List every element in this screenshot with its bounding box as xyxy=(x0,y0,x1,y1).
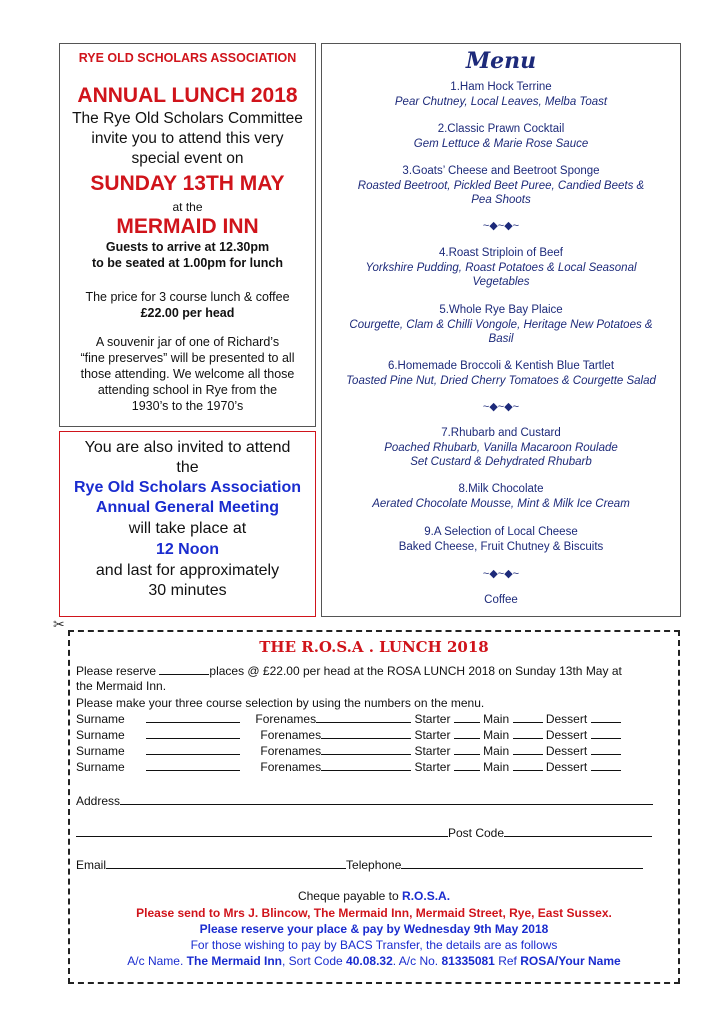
menu-box xyxy=(321,43,681,617)
starter-field[interactable] xyxy=(454,759,480,771)
cheque-line: Cheque payable to R.O.S.A. xyxy=(297,889,451,903)
pay-by: Please reserve your place & pay by Wednesday 9th May 2018 xyxy=(199,922,549,936)
bacs-info: For those wishing to pay by BACS Transfer, the details are as follows xyxy=(190,938,558,952)
postcode-field[interactable] xyxy=(504,825,652,837)
surname-field[interactable] xyxy=(146,743,240,755)
agm-line: will take place at xyxy=(128,520,247,537)
menu-title: Menu xyxy=(465,48,537,74)
dessert-field[interactable] xyxy=(591,759,621,771)
menu-item: 8.Milk Chocolate Aerated Chocolate Mousse, Mint & Milk Ice Cream xyxy=(372,483,630,510)
agm-time: 12 Noon xyxy=(155,541,220,558)
menu-item: 6.Homemade Broccoli & Kentish Blue Tartlet Toasted Pine Nut, Dried Cherry Tomatoes & Courgette Salad xyxy=(346,360,656,387)
telephone-field[interactable] xyxy=(401,857,643,869)
guest-row: Surname Forenames Starter Main Dessert xyxy=(76,759,621,774)
email-field[interactable] xyxy=(106,857,346,869)
event-title: ANNUAL LUNCH 2018 xyxy=(77,84,298,107)
reserve-line: Please reserve places @ £22.00 per head at the ROSA LUNCH 2018 on Sunday 13th May at xyxy=(76,664,622,678)
main-field[interactable] xyxy=(513,743,543,755)
event-date: SUNDAY 13TH MAY xyxy=(90,172,285,195)
address-field[interactable] xyxy=(120,793,653,805)
starter-field[interactable] xyxy=(454,743,480,755)
agm-box xyxy=(59,431,316,617)
menu-item: 3.Goats’ Cheese and Beetroot Sponge Roasted Beetroot, Pickled Beet Puree, Candied Beets & Pea Shoots xyxy=(357,165,645,206)
invitation-intro: The Rye Old Scholars Committee invite you to attend this very special event on xyxy=(72,110,303,167)
at-the-text: at the xyxy=(172,200,203,214)
places-field[interactable] xyxy=(159,663,209,675)
address-field-2[interactable] xyxy=(76,825,448,837)
menu-item: 7.Rhubarb and Custard Poached Rhubarb, Vanilla Macaroon Roulade Set Custard & Dehydrated Rhubarb xyxy=(384,427,618,468)
arrival-times: Guests to arrive at 12.30pm to be seated at 1.00pm for lunch xyxy=(91,240,283,270)
form-instructions: Please make your three course selection by using the numbers on the menu. xyxy=(76,696,485,710)
souvenir-text: A souvenir jar of one of Richard’s “fine preserves” will be presented to all those attending. We welcome all those attending school in Rye from the 1930’s to the 1970’s xyxy=(80,335,295,413)
dessert-field[interactable] xyxy=(591,743,621,755)
menu-item: 5.Whole Rye Bay Plaice Courgette, Clam & Chilli Vongole, Heritage New Potatoes & Basil xyxy=(349,304,653,345)
surname-field[interactable] xyxy=(146,759,240,771)
agm-line: 30 minutes xyxy=(148,582,227,599)
agm-line: You are also invited to attend xyxy=(84,439,291,456)
dessert-field[interactable] xyxy=(591,727,621,739)
contact-row: Email Telephone xyxy=(76,857,643,872)
agm-meeting: Annual General Meeting xyxy=(95,499,280,516)
venue-name: MERMAID INN xyxy=(116,215,259,238)
menu-item: 9.A Selection of Local Cheese Baked Cheese, Fruit Chutney & Biscuits xyxy=(398,526,604,553)
ornament-divider: ~◆~◆~ xyxy=(482,220,520,232)
menu-item: 4.Roast Striploin of Beef Yorkshire Pudding, Roast Potatoes & Local Seasonal Vegetables xyxy=(365,247,637,288)
guest-row: Surname Forenames Starter Main Dessert xyxy=(76,743,621,758)
surname-field[interactable] xyxy=(146,711,240,723)
form-title: THE R.O.S.A . LUNCH 2018 xyxy=(259,638,489,656)
agm-line: and last for approximately xyxy=(95,562,280,579)
reserve-line-2: the Mermaid Inn. xyxy=(76,679,167,693)
main-field[interactable] xyxy=(513,759,543,771)
guest-row: Surname Forenames Starter Main Dessert xyxy=(76,727,621,742)
guest-row: Surname Forenames Starter Main Dessert xyxy=(76,711,621,726)
main-field[interactable] xyxy=(513,711,543,723)
postcode-row: Post Code xyxy=(76,825,652,840)
booking-form xyxy=(68,630,680,984)
send-to: Please send to Mrs J. Blincow, The Mermaid Inn, Mermaid Street, Rye, East Sussex. xyxy=(136,906,612,920)
dessert-field[interactable] xyxy=(591,711,621,723)
price-info: The price for 3 course lunch & coffee £22.00 per head xyxy=(85,290,290,320)
forenames-field[interactable] xyxy=(321,727,411,739)
organisation-name: RYE OLD SCHOLARS ASSOCIATION xyxy=(78,51,297,65)
forenames-field[interactable] xyxy=(321,743,411,755)
forenames-field[interactable] xyxy=(316,711,411,723)
starter-field[interactable] xyxy=(454,727,480,739)
menu-item: 1.Ham Hock Terrine Pear Chutney, Local Leaves, Melba Toast xyxy=(394,81,608,108)
main-field[interactable] xyxy=(513,727,543,739)
surname-field[interactable] xyxy=(146,727,240,739)
agm-org: Rye Old Scholars Association xyxy=(73,479,302,496)
menu-coffee: Coffee xyxy=(484,594,518,606)
address-row: Address xyxy=(76,793,653,808)
account-details: A/c Name. The Mermaid Inn, Sort Code 40.08.32. A/c No. 81335081 Ref ROSA/Your Name xyxy=(127,954,621,968)
invitation-box xyxy=(59,43,316,427)
menu-item: 2.Classic Prawn Cocktail Gem Lettuce & Marie Rose Sauce xyxy=(413,123,589,150)
scissors-icon: ✂ xyxy=(53,616,65,632)
forenames-field[interactable] xyxy=(321,759,411,771)
ornament-divider: ~◆~◆~ xyxy=(482,401,520,413)
starter-field[interactable] xyxy=(454,711,480,723)
ornament-divider: ~◆~◆~ xyxy=(482,568,520,580)
agm-line: the xyxy=(176,459,199,476)
